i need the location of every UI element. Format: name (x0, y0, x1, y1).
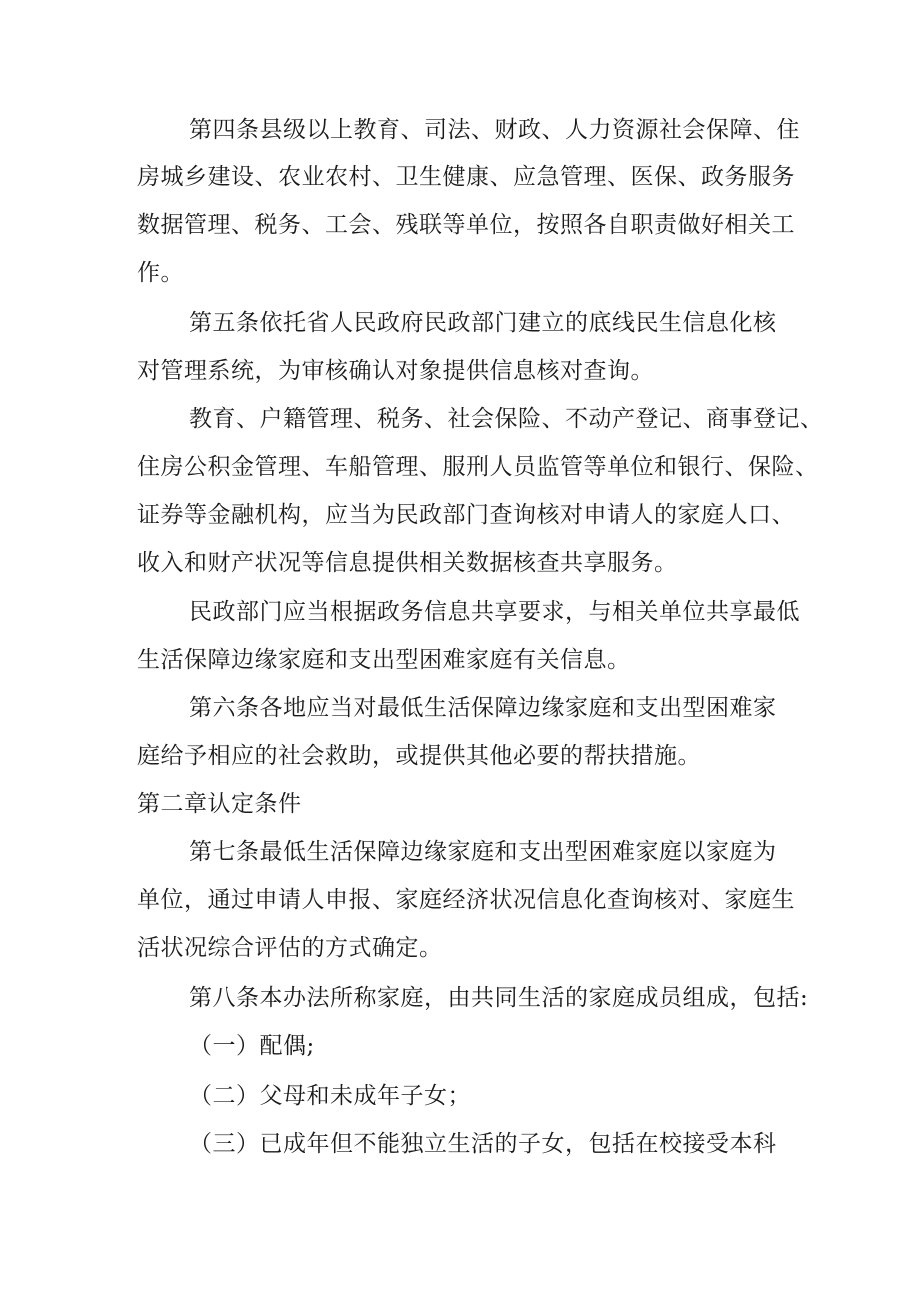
text-line-10: 收入和财产状况等信息提供相关数据核查共享服务。 (137, 550, 678, 576)
text-line-7: 教育、户籍管理、税务、社会保险、不动产登记、商事登记、 (189, 406, 824, 432)
text-line-14: 庭给予相应的社会救助，或提供其他必要的帮扶措施。 (137, 743, 701, 769)
list-item-2: （二）父母和未成年子女； (189, 1083, 471, 1109)
list-item-3: （三）已成年但不能独立生活的子女，包括在校接受本科 (189, 1131, 777, 1157)
text-line-17: 单位，通过申请人申报、家庭经济状况信息化查询核对、家庭生 (137, 887, 795, 913)
text-line-16: 第七条最低生活保障边缘家庭和支出型困难家庭以家庭为 (189, 839, 777, 865)
text-line-18: 活状况综合评估的方式确定。 (137, 935, 443, 961)
text-line-12: 生活保障边缘家庭和支出型困难家庭有关信息。 (137, 647, 631, 673)
text-line-5: 第五条依托省人民政府民政部门建立的底线民生信息化核 (189, 310, 777, 336)
text-line-19: 第八条本办法所称家庭，由共同生活的家庭成员组成，包括: (189, 985, 809, 1011)
text-line-6: 对管理系统，为审核确认对象提供信息核对查询。 (137, 358, 654, 384)
text-line-4: 作。 (137, 260, 184, 286)
text-line-8: 住房公积金管理、车船管理、服刑人员监管等单位和银行、保险、 (137, 454, 819, 480)
chapter-heading: 第二章认定条件 (137, 791, 302, 817)
text-line-1: 第四条县级以上教育、司法、财政、人力资源社会保障、住 (189, 117, 800, 143)
text-line-9: 证券等金融机构，应当为民政部门查询核对申请人的家庭人口、 (137, 502, 795, 528)
list-item-1: （一）配偶; (189, 1033, 315, 1059)
text-line-13: 第六条各地应当对最低生活保障边缘家庭和支出型困难家 (189, 695, 777, 721)
text-line-2: 房城乡建设、农业农村、卫生健康、应急管理、医保、政务服务 (137, 164, 795, 190)
text-line-3: 数据管理、税务、工会、残联等单位，按照各自职责做好相关工 (137, 212, 795, 238)
text-line-11: 民政部门应当根据政务信息共享要求，与相关单位共享最低 (189, 599, 800, 625)
